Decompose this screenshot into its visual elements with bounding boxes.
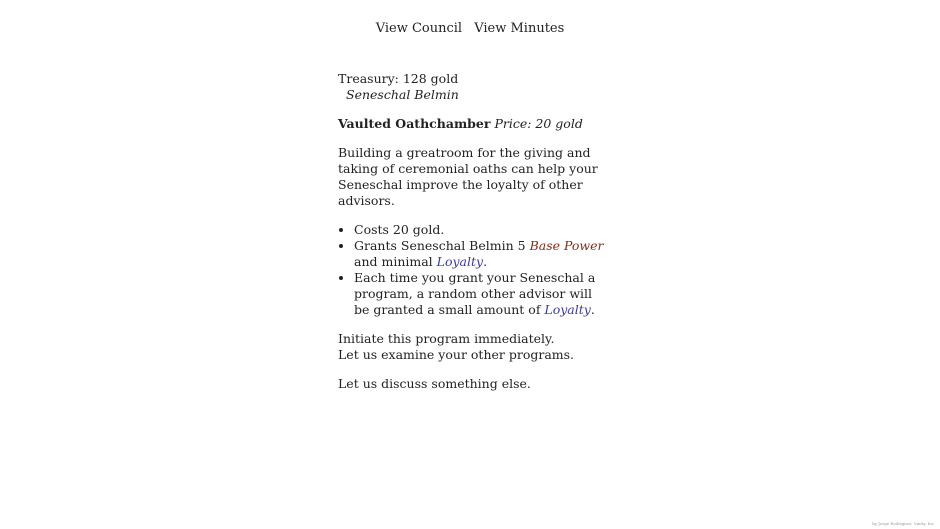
effect-grant-middle: and minimal	[354, 254, 437, 269]
advisor-name: Seneschal Belmin	[346, 87, 459, 102]
initiate-program-link[interactable]: Initiate this program immediately.	[338, 331, 555, 346]
loyalty-term: Loyalty	[436, 254, 484, 269]
program-price: Price: 20 gold	[494, 116, 583, 131]
view-council-link[interactable]: View Council	[375, 21, 463, 36]
program-effects-list	[338, 222, 608, 318]
base-power-term: Base Power	[529, 238, 604, 253]
effect-cost: • Costs 20 gold.	[354, 222, 608, 238]
program-name: Vaulted Oathchamber	[338, 116, 491, 131]
program-description: Building a greatroom for the giving and taking of ceremonial oaths can help your Seneschal improve the loyalty of other advisors.	[338, 145, 598, 208]
effect-grant	[354, 238, 608, 270]
effect-grant-prefix: Grants Seneschal Belmin 5	[354, 238, 530, 253]
discuss-else-link[interactable]: Let us discuss something else.	[338, 376, 531, 391]
effect-each-time	[354, 270, 608, 318]
top-nav	[0, 20, 940, 38]
program-heading	[338, 116, 608, 132]
footer-credit: by Jorge Rodriguez, Vinity, Inc	[872, 521, 934, 526]
effect-each-time-suffix: .	[590, 302, 595, 317]
view-minutes-link[interactable]: View Minutes	[474, 21, 565, 36]
main-content	[338, 71, 608, 392]
effect-grant-suffix: .	[483, 254, 488, 269]
effect-each-time-prefix: Each time you grant your Seneschal a program, a random other advisor will be granted a small amount of	[354, 270, 596, 317]
examine-programs-link[interactable]: Let us examine your other programs.	[338, 347, 575, 362]
treasury-status: Treasury: 128 gold	[338, 71, 459, 86]
program-choices	[338, 331, 608, 363]
loyalty-term: Loyalty	[544, 302, 591, 317]
